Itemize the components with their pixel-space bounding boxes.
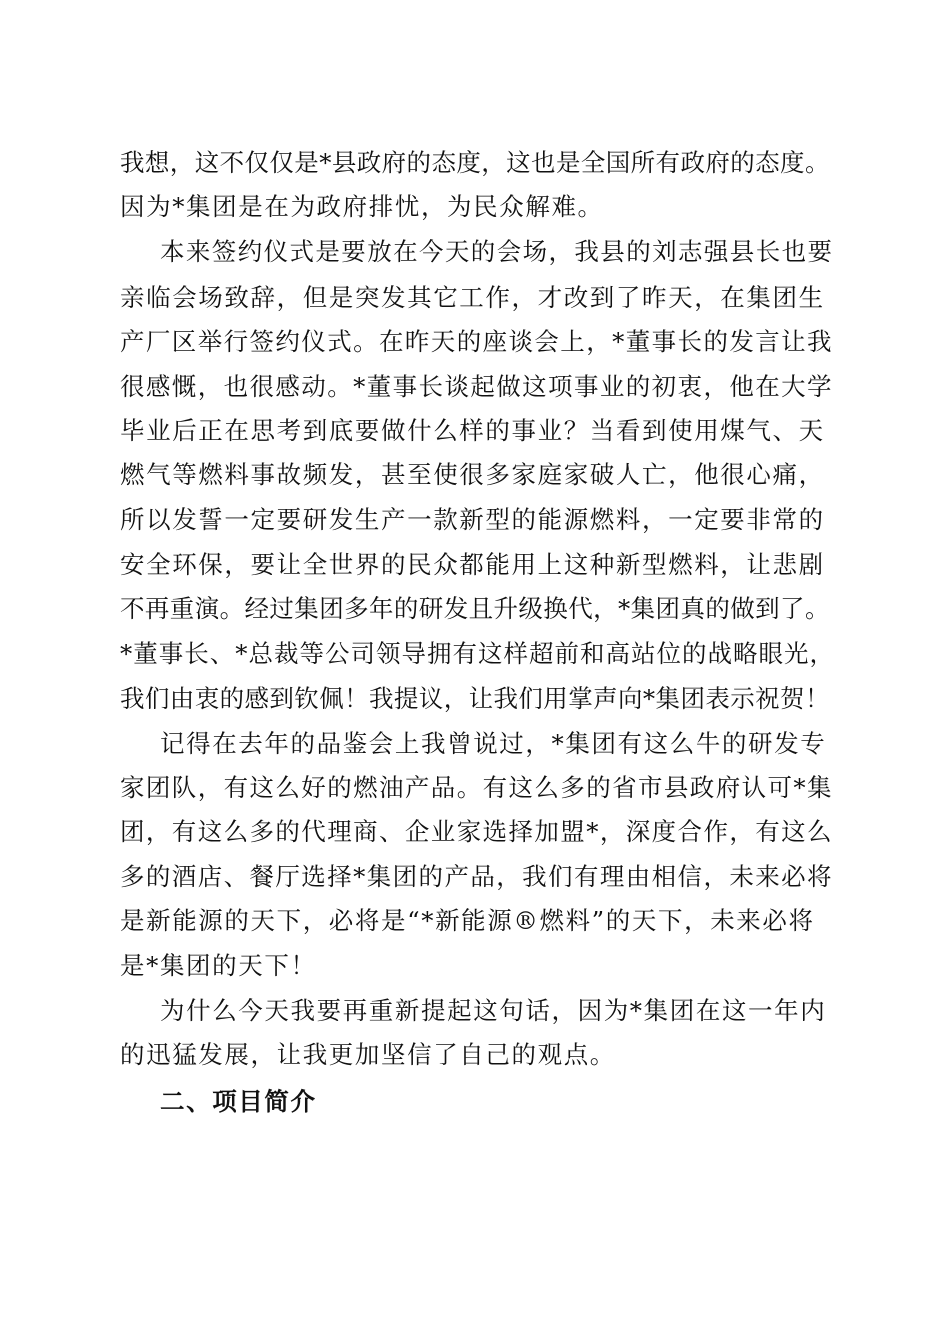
paragraph-3-line-5: 是新能源的天下，必将是“*新能源®燃料”的天下，未来必将 — [120, 906, 815, 935]
paragraph-2-line-4: 很感慨，也很感动。*董事长谈起做这项事业的初衷，他在大学 — [120, 372, 833, 401]
paragraph-2-line-10: *董事长、*总裁等公司领导拥有这样超前和高站位的战略眼光， — [120, 639, 835, 668]
paragraph-2-line-6: 燃气等燃料事故频发，甚至使很多家庭家破人亡，他很心痛， — [120, 460, 825, 489]
paragraph-3-line-3: 团，有这么多的代理商、企业家选择加盟*，深度合作，有这么 — [120, 817, 833, 846]
paragraph-2-line-9: 不再重演。经过集团多年的研发且升级换代，*集团真的做到了。 — [120, 594, 830, 623]
paragraph-1-line-2: 因为*集团是在为政府排忧，为民众解难。 — [120, 192, 604, 221]
paragraph-3-line-1: 记得在去年的品鉴会上我曾说过，*集团有这么牛的研发专 — [160, 729, 827, 758]
paragraph-3-line-4: 多的酒店、餐厅选择*集团的产品，我们有理由相信，未来必将 — [120, 862, 833, 891]
paragraph-3-line-2: 家团队，有这么好的燃油产品。有这么多的省市县政府认可*集 — [120, 773, 833, 802]
paragraph-4-line-1: 为什么今天我要再重新提起这句话，因为*集团在这一年内 — [160, 996, 827, 1025]
paragraph-4-line-2: 的迅猛发展，让我更加坚信了自己的观点。 — [120, 1040, 616, 1069]
paragraph-2-line-11: 我们由衷的感到钦佩！我提议，让我们用掌声向*集团表示祝贺！ — [120, 684, 830, 713]
paragraph-2-line-3: 产厂区举行签约仪式。在昨天的座谈会上，*董事长的发言让我 — [120, 327, 833, 356]
paragraph-2-line-8: 安全环保，要让全世界的民众都能用上这种新型燃料，让悲剧 — [120, 550, 825, 579]
paragraph-3-line-6: 是*集团的天下！ — [120, 951, 317, 980]
paragraph-2-line-5: 毕业后正在思考到底要做什么样的事业？当看到使用煤气、天 — [120, 416, 825, 445]
paragraph-2-line-7: 所以发誓一定要研发生产一款新型的能源燃料，一定要非常的 — [120, 505, 825, 534]
section-heading: 二、项目简介 — [160, 1087, 317, 1116]
paragraph-2-line-1: 本来签约仪式是要放在今天的会场，我县的刘志强县长也要 — [160, 237, 834, 266]
paragraph-1-line-1: 我想，这不仅仅是*县政府的态度，这也是全国所有政府的态度。 — [120, 148, 830, 177]
paragraph-2-line-2: 亲临会场致辞，但是突发其它工作，才改到了昨天，在集团生 — [120, 283, 825, 312]
